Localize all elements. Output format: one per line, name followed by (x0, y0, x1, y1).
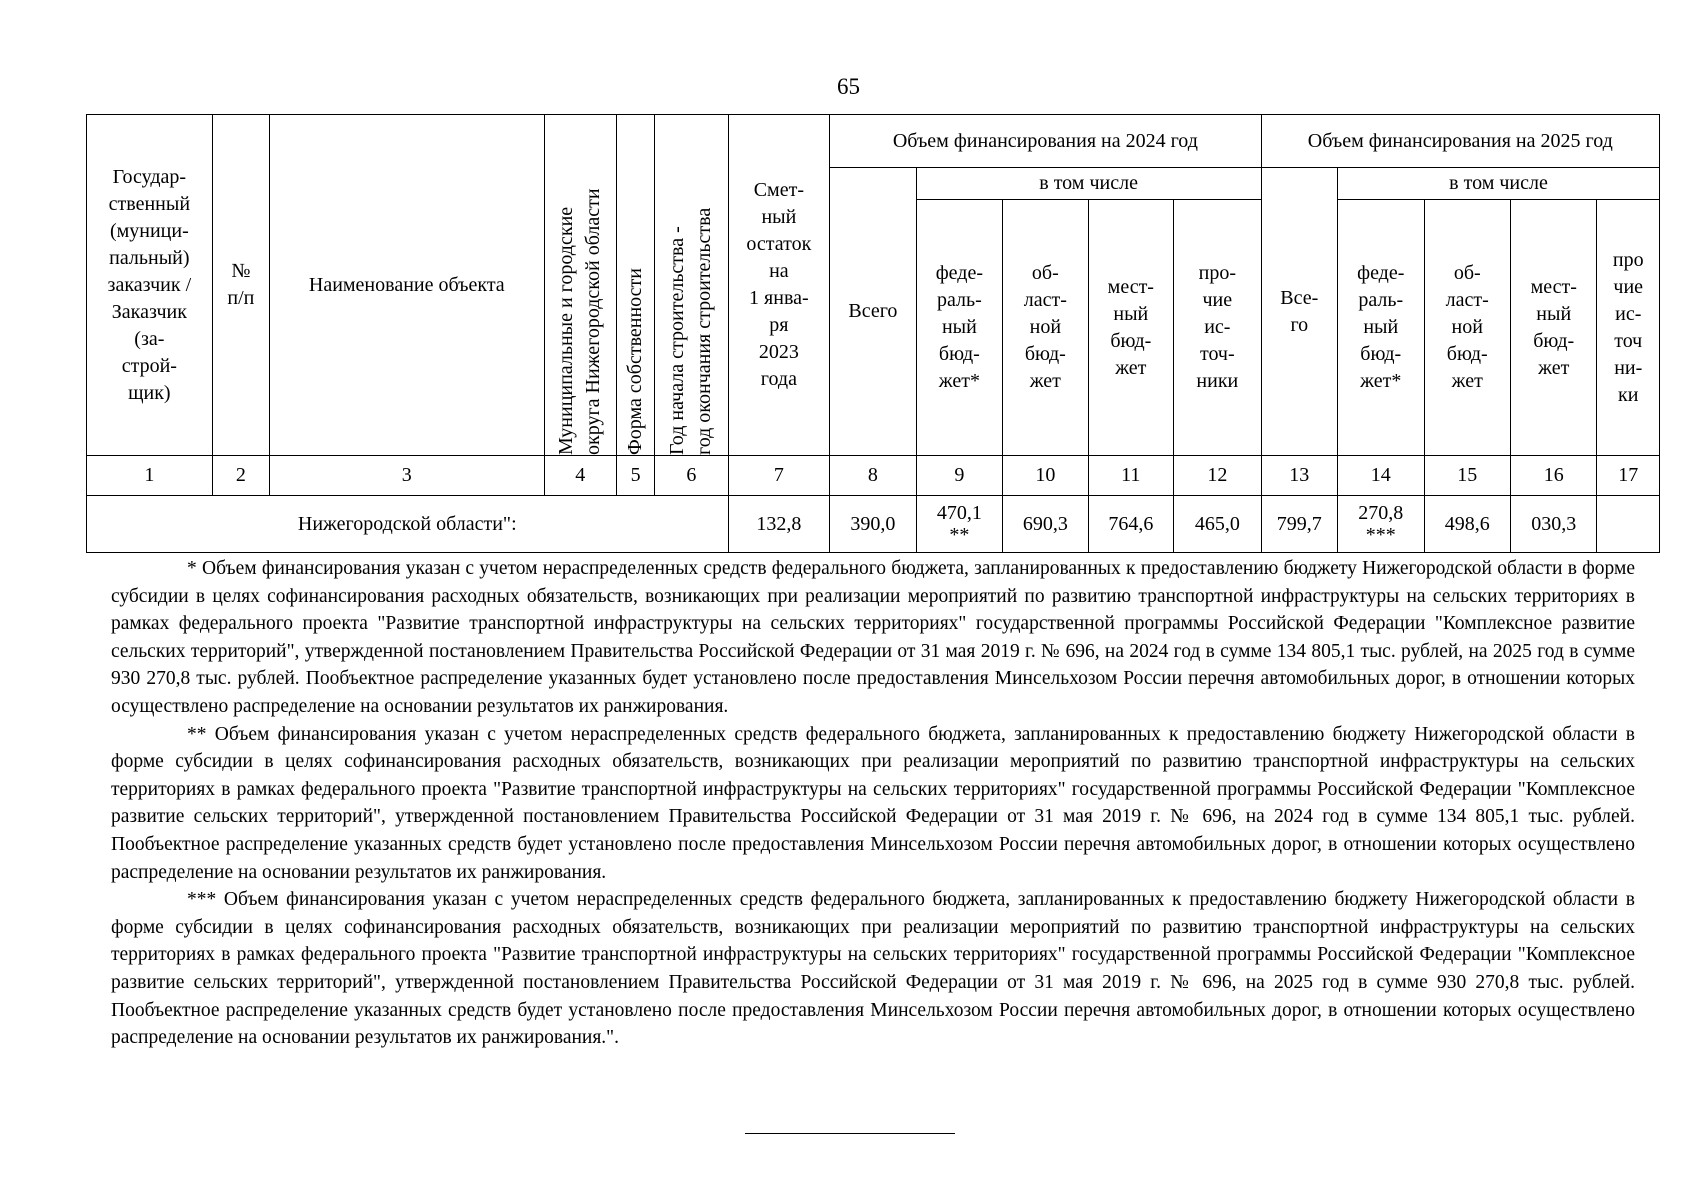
header-estimate-remainder: Смет- ный остаток на 1 янва- ря 2023 года (728, 115, 830, 456)
row-title: Нижегородской области": (87, 496, 729, 553)
header-federal-2025: феде- раль- ный бюд- жет* (1338, 200, 1424, 456)
page-number: 65 (837, 74, 860, 99)
column-number: 14 (1338, 456, 1424, 496)
header-other-2025: про чие ис- точ ни- ки (1597, 200, 1660, 456)
column-number: 16 (1510, 456, 1596, 496)
column-number: 7 (728, 456, 830, 496)
cell-local-2025: 030,3 (1510, 496, 1596, 553)
column-number: 1 (87, 456, 213, 496)
cell-other-2024: 465,0 (1174, 496, 1262, 553)
footnote-2: ** Объем финансирования указан с учетом нераспределенных средств федерального бюджета, запланированных к предоставлению бюджету Нижегородской области в форме субсидии в целях софинансирования расходных обязательств, возникающих при реализации мероприятий по развитию транспортной инфраструктуры на сельских территориях в рамках федерального проекта "Развитие транспортной инфраструктуры на сельских территориях" государственной программы Российской Федерации "Комплексное развитие сельских территорий", утвержденной постановлением Правительства Российской Федерации от 31 мая 2019 г. № 696, на 2024 год в сумме 134 805,1 тыс. рублей. Пообъектное распределение указанных средств будет установлено после предоставления Минсельхозом России перечня автомобильных дорог, в отношении которых осуществлено распределение на основании результатов их ранжирования. (111, 723, 1635, 883)
column-number: 3 (270, 456, 545, 496)
header-including-2025: в том числе (1338, 168, 1660, 200)
footnote-1: * Объем финансирования указан с учетом нераспределенных средств федерального бюджета, запланированных к предоставлению бюджету Нижегородской области в форме субсидии в целях софинансирования расходных обязательств, возникающих при реализации мероприятий по развитию транспортной инфраструктуры на сельских территориях в рамках федерального проекта "Развитие транспортной инфраструктуры на сельских территориях" государственной программы Российской Федерации "Комплексное развитие сельских территорий", утвержденной постановлением Правительства Российской Федерации от 31 мая 2019 г. № 696, на 2024 год в сумме 134 805,1 тыс. рублей, на 2025 год в сумме 930 270,8 тыс. рублей. Пообъектное распределение указанных будет установлено после предоставления Минсельхозом России перечня автомобильных дорог, в отношении которых осуществлено распределение на основании результатов их ранжирования. (111, 558, 1635, 717)
cell-total-2024: 390,0 (830, 496, 916, 553)
header-customer: Государ- ственный (муници- пальный) заказчик / Заказчик (за- строй- щик) (87, 115, 213, 456)
column-number: 10 (1003, 456, 1088, 496)
footnote-3: *** Объем финансирования указан с учетом нераспределенных средств федерального бюджета, запланированных к предоставлению бюджету Нижегородской области в форме субсидии в целях софинансирования расходных обязательств, возникающих при реализации мероприятий по развитию транспортной инфраструктуры на сельских территориях в рамках федерального проекта "Развитие транспортной инфраструктуры на сельских территориях" государственной программы Российской Федерации "Комплексное развитие сельских территорий", утвержденной постановлением Правительства Российской Федерации от 31 мая 2019 г. № 696, на 2025 год в сумме 930 270,8 тыс. рублей. Пообъектное распределение указанных средств будет установлено после предоставления Минсельхозом России перечня автомобильных дорог, в отношении которых осуществлено распределение на основании результатов их ранжирования.". (111, 889, 1635, 1049)
header-total-2025: Все- го (1261, 168, 1337, 456)
cell-federal-2024: 470,1 ** (916, 496, 1002, 553)
header-construction-years: Год начала строительства - год окончания строительства (655, 115, 728, 456)
column-number-row (87, 456, 1660, 496)
header-financing-2024: Объем финансирования на 2024 год (830, 115, 1261, 168)
header-number: № п/п (212, 115, 269, 456)
table-row (87, 496, 1660, 553)
column-number: 4 (544, 456, 616, 496)
cell-local-2024: 764,6 (1088, 496, 1173, 553)
column-number: 5 (616, 456, 654, 496)
header-local-2024: мест- ный бюд- жет (1088, 200, 1173, 456)
column-number: 13 (1261, 456, 1337, 496)
header-financing-2025: Объем финансирования на 2025 год (1261, 115, 1659, 168)
column-number: 17 (1597, 456, 1660, 496)
header-districts: Муниципальные и городские округа Нижегородской области (544, 115, 616, 456)
header-regional-2025: об- ласт- ной бюд- жет (1424, 200, 1510, 456)
header-federal-2024: феде- раль- ный бюд- жет* (916, 200, 1002, 456)
column-number: 2 (212, 456, 269, 496)
header-object-name: Наименование объекта (270, 115, 545, 456)
footnotes (111, 555, 1635, 1052)
column-number: 15 (1424, 456, 1510, 496)
financing-table (86, 114, 1660, 553)
column-number: 9 (916, 456, 1002, 496)
column-number: 6 (655, 456, 728, 496)
cell-total-2025: 799,7 (1261, 496, 1337, 553)
column-number: 11 (1088, 456, 1173, 496)
end-divider (745, 1133, 955, 1134)
column-number: 8 (830, 456, 916, 496)
header-other-2024: про- чие ис- точ- ники (1174, 200, 1262, 456)
header-total-2024: Всего (830, 168, 916, 456)
header-regional-2024: об- ласт- ной бюд- жет (1003, 200, 1088, 456)
header-including-2024: в том числе (916, 168, 1261, 200)
cell-regional-2024: 690,3 (1003, 496, 1088, 553)
cell-regional-2025: 498,6 (1424, 496, 1510, 553)
header-local-2025: мест- ный бюд- жет (1510, 200, 1596, 456)
cell-other-2025 (1597, 496, 1660, 553)
column-number: 12 (1174, 456, 1262, 496)
header-ownership: Форма собственности (616, 115, 654, 456)
cell-estimate: 132,8 (728, 496, 830, 553)
cell-federal-2025: 270,8 *** (1338, 496, 1424, 553)
